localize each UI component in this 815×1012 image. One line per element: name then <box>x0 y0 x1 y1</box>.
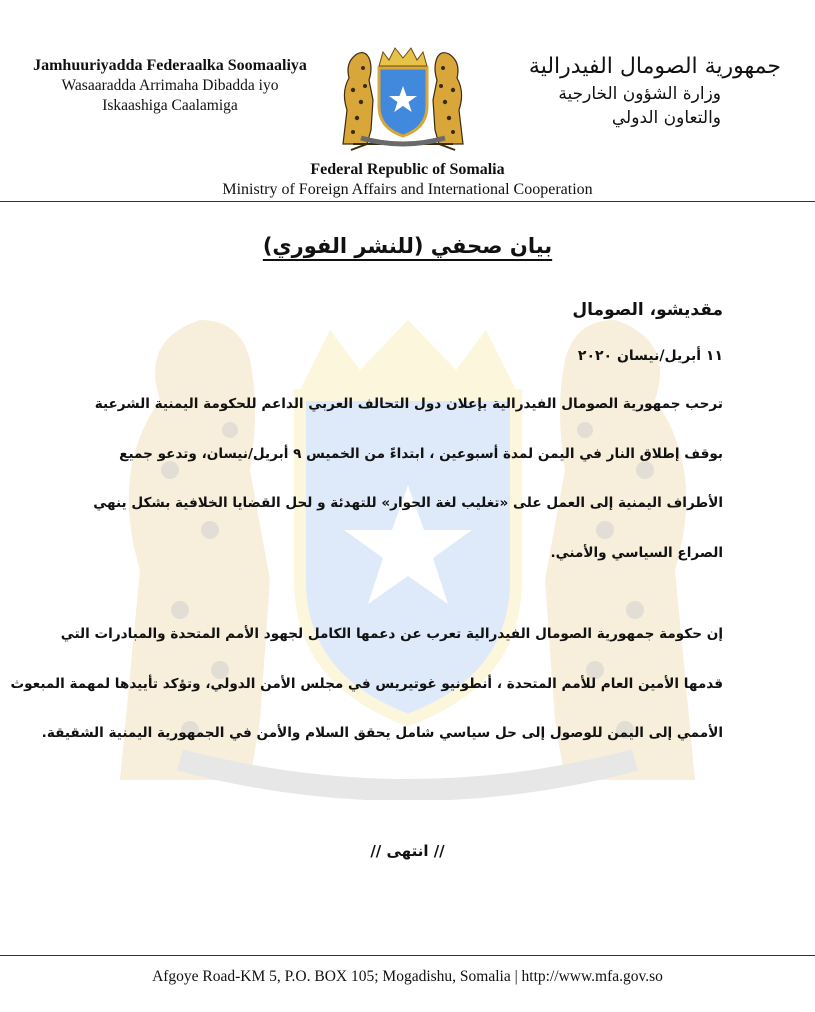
paragraph-1-line: بوقف إطلاق النار في اليمن لمدة أسبوعين ، ابتداءً من الخميس ٩ أبريل/نيسان، وتدعو جميع <box>119 445 723 462</box>
footer-address: Afgoye Road-KM 5, P.O. BOX 105; Mogadishu, Somalia | http://www.mfa.gov.so <box>152 968 663 985</box>
paragraph-2-line: الأممي إلى اليمن للوصول إلى حل سياسي شامل يحقق السلام والأمن في الجمهورية اليمنية الشقيقة. <box>41 725 723 741</box>
header-divider <box>0 201 815 202</box>
arabic-header-line-2: وزارة الشؤون الخارجية <box>558 84 721 104</box>
somali-header <box>0 56 340 116</box>
right-leopard-icon <box>433 53 463 144</box>
dateline-date: ١١ أبريل/نيسان ٢٠٢٠ <box>577 348 723 364</box>
crown-icon <box>379 48 427 66</box>
dateline-place: مقديشو، الصومال <box>572 300 723 320</box>
document-title-text: بيان صحفي (للنشر الفوري) <box>262 234 553 258</box>
english-header-line-1: Federal Republic of Somalia <box>310 161 505 178</box>
paragraph-1-line: الصراع السياسي والأمني. <box>550 544 723 561</box>
paragraph-1-line: ترحب جمهورية الصومال الفيدرالية بإعلان دول التحالف العربي الداعم للحكومة اليمنية الشرعية <box>94 396 723 412</box>
left-leopard-icon <box>343 53 373 144</box>
coat-of-arms-emblem <box>323 40 483 152</box>
paragraph-1 <box>83 380 723 578</box>
closing-mark: // انتهى // <box>370 842 445 860</box>
arabic-header-line-1: جمهورية الصومال الفيدرالية <box>528 54 781 79</box>
footer-divider <box>0 955 815 956</box>
paragraph-1-line: الأطراف اليمنية إلى العمل على «تغليب لغة الحوار» للتهدئة و لحل القضايا الخلافية بشكل ينهي <box>93 495 723 511</box>
somali-header-line-3: Iskaashiga Caalamiga <box>102 97 238 114</box>
paragraph-2-line: قدمها الأمين العام للأمم المتحدة ، أنطونيو غوتيريس في مجلس الأمن الدولي، وتؤكد تأييدها لمهمة المبعوث <box>10 675 723 692</box>
somali-header-line-2: Wasaaradda Arrimaha Dibadda iyo <box>61 77 279 94</box>
paragraph-2-line: إن حكومة جمهورية الصومال الفيدرالية تعرب عن دعمها الكامل لجهود الأمم المتحدة والمبادرات التي <box>60 626 723 642</box>
document-title <box>0 234 815 258</box>
english-header <box>0 160 815 200</box>
somali-header-line-1: Jamhuuriyadda Federaalka Soomaaliya <box>33 57 307 74</box>
english-header-line-2: Ministry of Foreign Affairs and International Cooperation <box>222 181 593 198</box>
arabic-header-line-3: والتعاون الدولي <box>611 108 721 128</box>
arabic-header <box>461 52 781 130</box>
paragraph-2 <box>10 610 723 759</box>
